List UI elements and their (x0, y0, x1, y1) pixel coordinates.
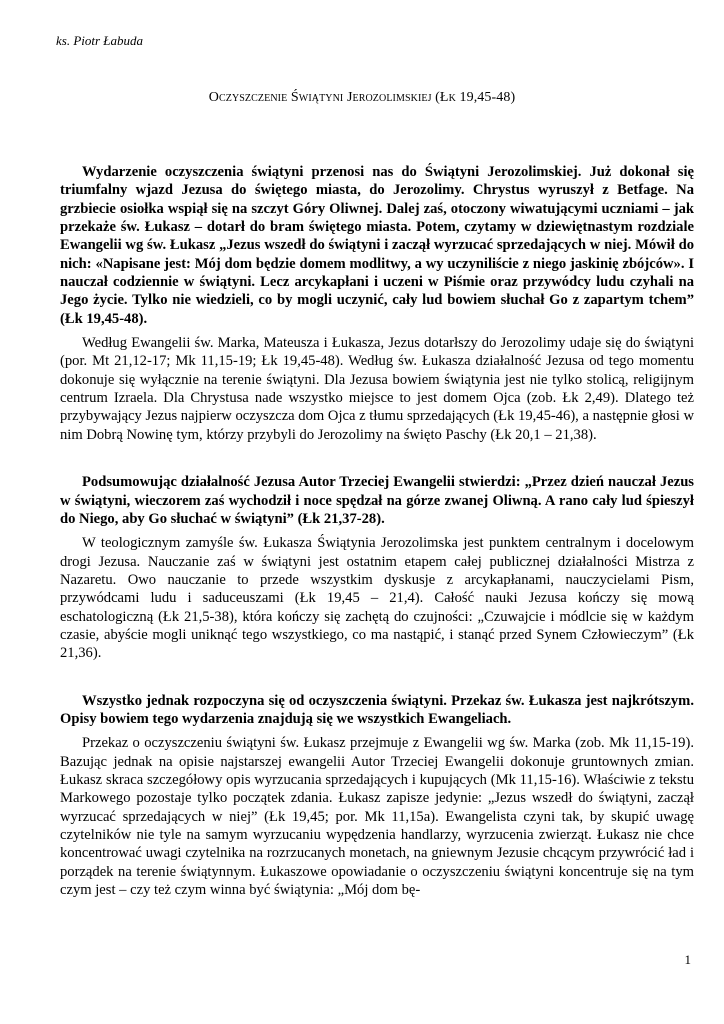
paragraph-3: Podsumowując działalność Jezusa Autor Trzeciej Ewangelii stwierdzi: „Przez dzień nauczał Jezus w świątyni, wieczorem zaś wychodził i noce spędzał na górze zwanej Oliwną. A rano cały lud śpieszył do Niego, aby Go słuchać w świątyni” (Łk 21,37-28). (60, 474, 694, 527)
paragraph-4: W teologicznym zamyśle św. Łukasza Świątynia Jerozolimska jest punktem centralnym i docelowym drogi Jezusa. Nauczanie zaś w świątyni jest ostatnim etapem całej publicznej działalności Mistrza z Nazaretu. Owo nauczanie to przede wszystkim dyskusje z arcykapłanami, nauczycielami Pism, przywódcami ludu i saduceuszami (Łk 19,45 – 21,4). Całość nauki Jezusa kończy się mową eschatologiczną (Łk 21,5-38), która kończy się zachętą do czujności: „Czuwajcie i módlcie się w każdym czasie, abyście mogli uniknąć tego wszystkiego, co ma nastąpić, i stanąć przed Synem Człowieczym” (Łk 21,36). (60, 535, 694, 662)
document-title: Oczyszczenie Świątyni Jerozolimskiej (Łk 19,45-48) (208, 90, 516, 105)
section-spacer (60, 663, 694, 692)
paragraph-1: Wydarzenie oczyszczenia świątyni przenosi nas do Świątyni Jerozolimskiej. Już dokonał się triumfalny wjazd Jezusa do świętego miasta, do Jerozolimy. Chrystus wyruszył z Betfage. Na grzbiecie osiołka wspiął się na szczyt Góry Oliwnej. Dalej zaś, otoczony wiwatującymi uczniami – jak przekaże św. Łukasz – dotarł do bram świętego miasta. Potem, czytamy w dziewiętnastym rozdziale Ewangelii wg św. Łukasz „Jezus wszedł do świątyni i zaczął wyrzucać sprzedających w niej. Mówił do nich: «Napisane jest: Mój dom będzie domem modlitwy, a wy uczyniliście z niego jaskinię zbójców». I nauczał codziennie w świątyni. Lecz arcykapłani i uczeni w Piśmie oraz przywódcy ludu czyhali na Jego życie. Tylko nie wiedzieli, co by mogli uczynić, cały lud bowiem słuchał Go z zapartym tchem” (Łk 19,45-48). (60, 164, 694, 327)
author-header: ks. Piotr Łabuda (56, 33, 144, 48)
section-spacer (60, 444, 694, 473)
page-number: 1 (684, 952, 691, 967)
paragraph-2: Według Ewangelii św. Marka, Mateusza i Łukasza, Jezus dotarłszy do Jerozolimy udaje się do świątyni (por. Mt 21,12-17; Mk 11,15-19; Łk 19,45-48). Według św. Łukasza działalność Jezusa od tego momentu dokonuje się wyłącznie na terenie świątyni. Dla Jezusa bowiem świątynia jest nie tylko stolicą, religijnym centrum Izraela. Dla Chrystusa nade wszystko miejsce to jest domem Ojca (zob. Łk 2,49). Dlatego też przybywający Jezus najpierw oczyszcza dom Ojca z tłumu sprzedających (Łk 19,45-46), a następnie głosi w nim Dobrą Nowinę tym, którzy przybyli do Jerozolimy na święto Paschy (Łk 20,1 – 21,38). (60, 335, 694, 443)
paragraph-5: Wszystko jednak rozpoczyna się od oczyszczenia świątyni. Przekaz św. Łukasza jest najkrótszym. Opisy bowiem tego wydarzenia znajdują się we wszystkich Ewangeliach. (60, 692, 694, 727)
document-body (60, 163, 694, 899)
paragraph-6: Przekaz o oczyszczeniu świątyni św. Łukasz przejmuje z Ewangelii wg św. Marka (zob. Mk 11,15-19). Bazując jednak na opisie najstarszej ewangelii Autor Trzeciej Ewangelii dokonuje gruntownych zmian. Łukasz skraca szczegółowy opis wyrzucania sprzedających i kupujących (Mk 11,15-16). Właściwie z tekstu Markowego pozostaje tylko początek zdania. Łukasz zapisze jedynie: „Jezus wszedł do świątyni, zaczął wyrzucać sprzedających w niej” (Łk 19,45; por. Mk 11,15a). Ewangelista czyni tak, by skupić uwagę czytelników nie tyle na samym wyrzucaniu wypędzenia handlarzy, wyrzucenia zwierząt. Łukasz nie chce koncentrować uwagi czytelnika na rozrzucanych monetach, na gniewnym Jezusie chcącym przywrócić ład i porządek na terenie świątynnym. Łukaszowe opowiadanie o oczyszczeniu świątyni koncentruje się na tym czym jest – czy też czym winna być świątynia: „Mój dom bę- (60, 735, 694, 899)
